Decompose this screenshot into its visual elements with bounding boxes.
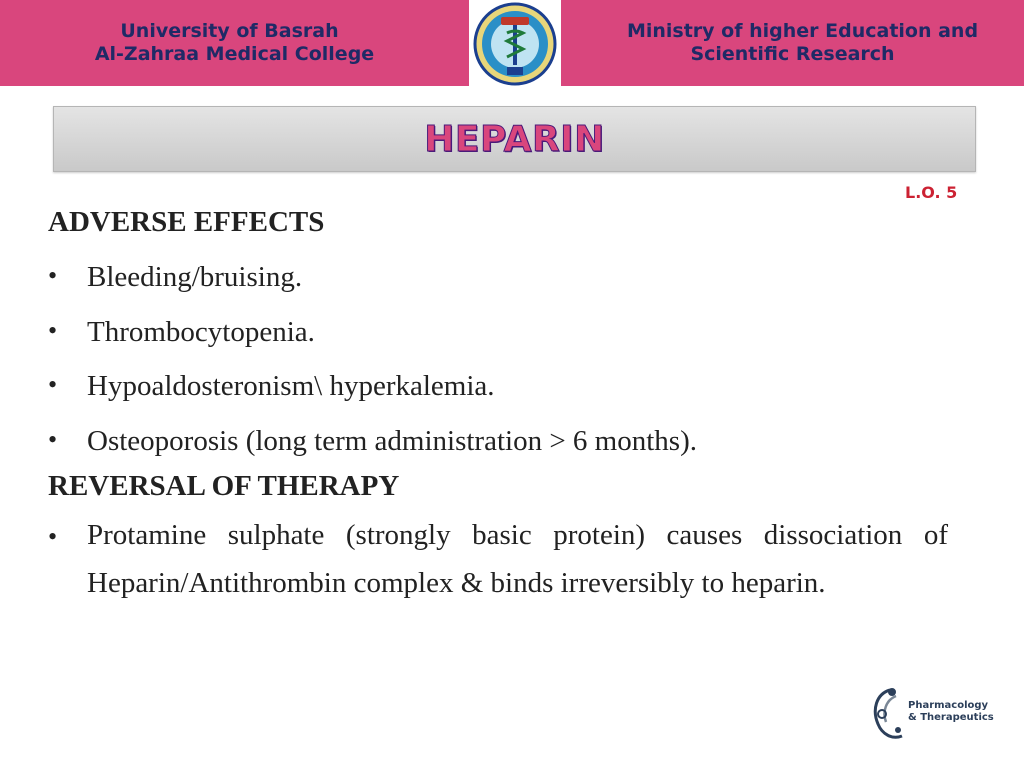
- adverse-effects-heading: ADVERSE EFFECTS: [48, 206, 325, 238]
- ministry-subtitle: Scientific Research: [690, 43, 895, 65]
- pharmacology-emblem-icon: [870, 686, 910, 744]
- title-bar: [53, 106, 976, 172]
- slide-content: [48, 205, 948, 607]
- learning-objective-tag: L.O. 5: [905, 183, 958, 202]
- list-item: • Bleeding/bruising.: [48, 260, 948, 295]
- university-name: University of Basrah: [120, 20, 339, 43]
- list-item: • Hypoaldosteronism\ hyperkalemia.: [48, 369, 948, 404]
- college-name: Al-Zahraa Medical College: [94, 43, 375, 65]
- pharmacology-logo-text: [908, 700, 994, 723]
- adverse-effects-list: [48, 260, 948, 459]
- header-right-banner: [561, 0, 1024, 86]
- reversal-heading: REVERSAL OF THERAPY: [48, 469, 400, 502]
- header-left-banner: [0, 0, 469, 86]
- pharmacology-logo: [870, 686, 1000, 744]
- logo-line-1: Pharmacology: [908, 700, 989, 711]
- list-item: • Thrombocytopenia.: [48, 315, 948, 350]
- logo-line-2: & Therapeutics: [908, 711, 994, 723]
- reversal-list: [48, 512, 948, 608]
- college-seal-icon: [471, 1, 559, 87]
- slide-title: HEPARIN: [424, 118, 605, 160]
- college-logo: [469, 0, 561, 86]
- list-item: • Osteoporosis (long term administration > 6 months).: [48, 424, 948, 459]
- ministry-name: Ministry of higher Education and: [626, 20, 979, 43]
- list-item: • Protamine sulphate (strongly basic protein) causes dissociation of Heparin/Antithrombin complex & binds irreversibly to heparin.: [48, 512, 948, 608]
